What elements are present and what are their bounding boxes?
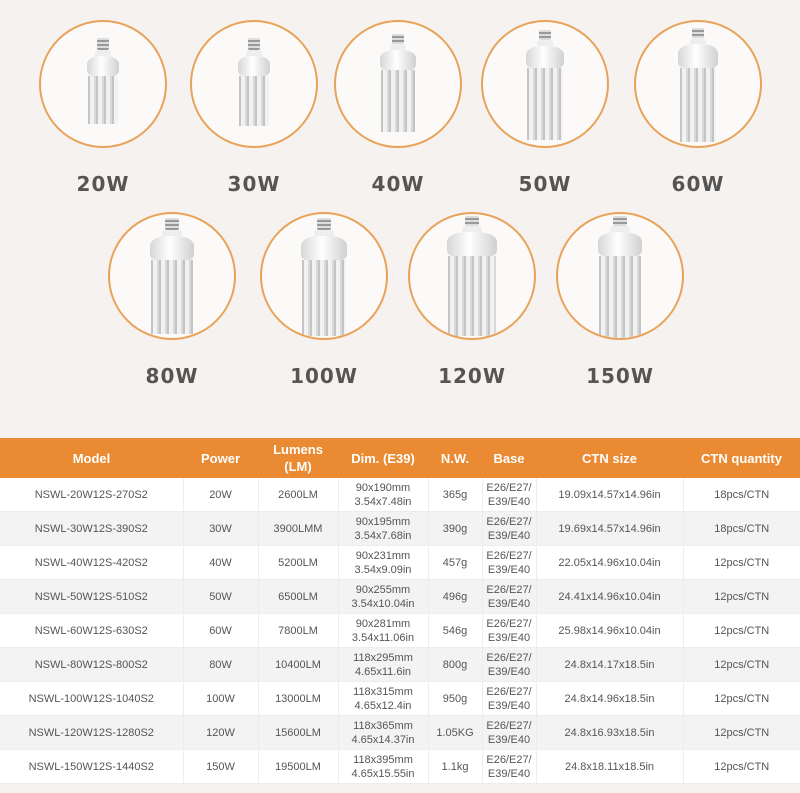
table-row [0,750,800,784]
net-weight-cell: 457g [428,546,482,580]
power-cell: 20W [183,478,258,512]
ctn-size-cell: 24.41x14.96x10.04in [536,580,683,614]
spec-table [0,438,800,784]
net-weight-cell: 800g [428,648,482,682]
base-cell: E26/E27/ E39/E40 [482,512,536,546]
power-cell: 50W [183,580,258,614]
bulb-image-circle [334,20,462,148]
dimensions-cell: 90x195mm 3.54x7.68in [338,512,428,546]
power-cell: 30W [183,512,258,546]
base-cell: E26/E27/ E39/E40 [482,682,536,716]
bulb-image-circle [108,212,236,340]
ctn-size-cell: 24.8x18.11x18.5in [536,750,683,784]
bulb-image-circle [39,20,167,148]
net-weight-cell: 496g [428,580,482,614]
table-header-row [0,438,800,478]
header-model: Model [0,438,183,478]
model-cell: NSWL-40W12S-420S2 [0,546,183,580]
lumens-cell: 15600LM [258,716,338,750]
ctn-size-cell: 24.8x14.17x18.5in [536,648,683,682]
bulb-image-circle [481,20,609,148]
header-lumens: Lumens (LM) [258,438,338,478]
lumens-cell: 7800LM [258,614,338,648]
dimensions-cell: 90x190mm 3.54x7.48in [338,478,428,512]
product-card [259,212,389,388]
header-dimensions: Dim. (E39) [338,438,428,478]
dimensions-cell: 118x315mm 4.65x12.4in [338,682,428,716]
bulb-image-circle [260,212,388,340]
product-card [107,212,237,388]
lumens-cell: 13000LM [258,682,338,716]
ctn-quantity-cell: 12pcs/CTN [683,614,800,648]
corn-bulb-image [150,218,194,334]
base-cell: E26/E27/ E39/E40 [482,716,536,750]
power-cell: 40W [183,546,258,580]
wattage-label: 100W [290,364,358,388]
model-cell: NSWL-50W12S-510S2 [0,580,183,614]
net-weight-cell: 1.05KG [428,716,482,750]
base-cell: E26/E27/ E39/E40 [482,478,536,512]
ctn-quantity-cell: 12pcs/CTN [683,580,800,614]
base-cell: E26/E27/ E39/E40 [482,648,536,682]
table-row [0,614,800,648]
table-row [0,478,800,512]
product-card [633,20,763,196]
power-cell: 100W [183,682,258,716]
bulb-image-circle [556,212,684,340]
dimensions-cell: 90x255mm 3.54x10.04in [338,580,428,614]
dimensions-cell: 118x395mm 4.65x15.55in [338,750,428,784]
ctn-quantity-cell: 12pcs/CTN [683,750,800,784]
dimensions-cell: 118x295mm 4.65x11.6in [338,648,428,682]
base-cell: E26/E27/ E39/E40 [482,546,536,580]
bulb-image-circle [634,20,762,148]
power-cell: 80W [183,648,258,682]
product-card [555,212,685,388]
net-weight-cell: 546g [428,614,482,648]
model-cell: NSWL-150W12S-1440S2 [0,750,183,784]
ctn-size-cell: 19.09x14.57x14.96in [536,478,683,512]
header-base: Base [482,438,536,478]
ctn-quantity-cell: 12pcs/CTN [683,682,800,716]
dimensions-cell: 90x281mm 3.54x11.06in [338,614,428,648]
corn-bulb-image [447,216,497,336]
table-row [0,716,800,750]
power-cell: 60W [183,614,258,648]
corn-bulb-image [678,28,718,142]
corn-bulb-image [526,30,564,140]
lumens-cell: 10400LM [258,648,338,682]
ctn-quantity-cell: 12pcs/CTN [683,716,800,750]
table-row [0,580,800,614]
base-cell: E26/E27/ E39/E40 [482,750,536,784]
dimensions-cell: 118x365mm 4.65x14.37in [338,716,428,750]
power-cell: 120W [183,716,258,750]
lumens-cell: 6500LM [258,580,338,614]
ctn-size-cell: 22.05x14.96x10.04in [536,546,683,580]
header-net-weight: N.W. [428,438,482,478]
ctn-quantity-cell: 18pcs/CTN [683,478,800,512]
dimensions-cell: 90x231mm 3.54x9.09in [338,546,428,580]
header-ctn-quantity: CTN quantity [683,438,800,478]
lumens-cell: 2600LM [258,478,338,512]
table-row [0,648,800,682]
model-cell: NSWL-60W12S-630S2 [0,614,183,648]
bulb-image-circle [190,20,318,148]
model-cell: NSWL-80W12S-800S2 [0,648,183,682]
base-cell: E26/E27/ E39/E40 [482,580,536,614]
corn-bulb-image [301,218,347,336]
net-weight-cell: 390g [428,512,482,546]
ctn-size-cell: 24.8x16.93x18.5in [536,716,683,750]
corn-bulb-image [238,38,270,126]
model-cell: NSWL-120W12S-1280S2 [0,716,183,750]
wattage-label: 60W [671,172,725,196]
wattage-label: 120W [438,364,506,388]
corn-bulb-image [598,216,642,338]
net-weight-cell: 1.1kg [428,750,482,784]
net-weight-cell: 950g [428,682,482,716]
model-cell: NSWL-100W12S-1040S2 [0,682,183,716]
ctn-size-cell: 24.8x14.96x18.5in [536,682,683,716]
lumens-cell: 3900LMM [258,512,338,546]
header-power: Power [183,438,258,478]
net-weight-cell: 365g [428,478,482,512]
wattage-label: 80W [145,364,199,388]
table-row [0,682,800,716]
header-ctn-size: CTN size [536,438,683,478]
ctn-quantity-cell: 12pcs/CTN [683,546,800,580]
lumens-cell: 5200LM [258,546,338,580]
product-card [480,20,610,196]
model-cell: NSWL-20W12S-270S2 [0,478,183,512]
product-card [407,212,537,388]
ctn-quantity-cell: 18pcs/CTN [683,512,800,546]
wattage-label: 30W [227,172,281,196]
corn-bulb-image [380,34,416,132]
product-card [189,20,319,196]
product-card [38,20,168,196]
base-cell: E26/E27/ E39/E40 [482,614,536,648]
wattage-label: 40W [371,172,425,196]
lumens-cell: 19500LM [258,750,338,784]
table-row [0,546,800,580]
wattage-label: 150W [586,364,654,388]
model-cell: NSWL-30W12S-390S2 [0,512,183,546]
power-cell: 150W [183,750,258,784]
wattage-label: 20W [76,172,130,196]
table-row [0,512,800,546]
wattage-label: 50W [518,172,572,196]
ctn-quantity-cell: 12pcs/CTN [683,648,800,682]
product-card [333,20,463,196]
bulb-image-circle [408,212,536,340]
corn-bulb-image [87,38,119,124]
ctn-size-cell: 25.98x14.96x10.04in [536,614,683,648]
ctn-size-cell: 19.69x14.57x14.96in [536,512,683,546]
